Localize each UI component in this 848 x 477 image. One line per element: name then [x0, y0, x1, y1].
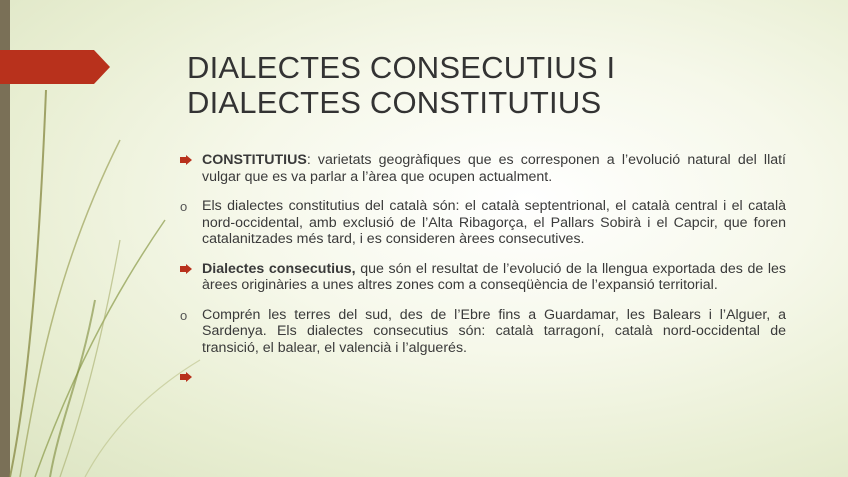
- item-text: Els dialectes constitutius del català són: el català septentrional, el català central i el català nord-occidental, amb exclusió de l’Alta Ribagorça, el Pallars Sobirà i el Capcir, que foren catalanitzades més tard, i es consideren àrees consecutives.: [202, 198, 786, 247]
- arrow-bullet-icon: [180, 372, 192, 382]
- item-text: que són el resultat de l’evolució de la llengua exportada des de les àrees originàries a unes altres zones com a conseqüència de l’expansió territorial.: [202, 260, 786, 293]
- list-item: [180, 152, 786, 185]
- title-accent-tab: [0, 50, 110, 84]
- item-bold-text: Dialectes consecutius,: [202, 260, 356, 277]
- list-item: [180, 261, 786, 294]
- arrow-bullet-icon: [180, 155, 192, 165]
- title-line-2: DIALECTES CONSTITUTIUS: [187, 85, 602, 120]
- list-item: [180, 307, 786, 357]
- circle-bullet-icon: o: [180, 199, 188, 214]
- item-bold-text: CONSTITUTIUS: [202, 152, 307, 168]
- circle-bullet-icon: o: [180, 307, 188, 323]
- arrow-bullet-icon: [180, 264, 192, 274]
- item-text: : varietats geogràfiques que es corresponen a l’evolució natural del llatí vulgar que es va parlar a l’àrea que ocupen actualment.: [202, 152, 786, 185]
- list-item: [180, 198, 786, 248]
- item-text: Comprén les terres del sud, des de l’Ebre fins a Guardamar, les Balears i l’Alguer, a Sardenya. Els dialectes consecutius són: català tarragoní, català nord-occidental de transició, el balear, el valencià i l’alguerés.: [202, 306, 786, 356]
- content-list: [180, 152, 786, 385]
- slide-title: [187, 50, 787, 120]
- list-item-empty: [180, 369, 786, 385]
- title-line-1: DIALECTES CONSECUTIUS I: [187, 50, 616, 85]
